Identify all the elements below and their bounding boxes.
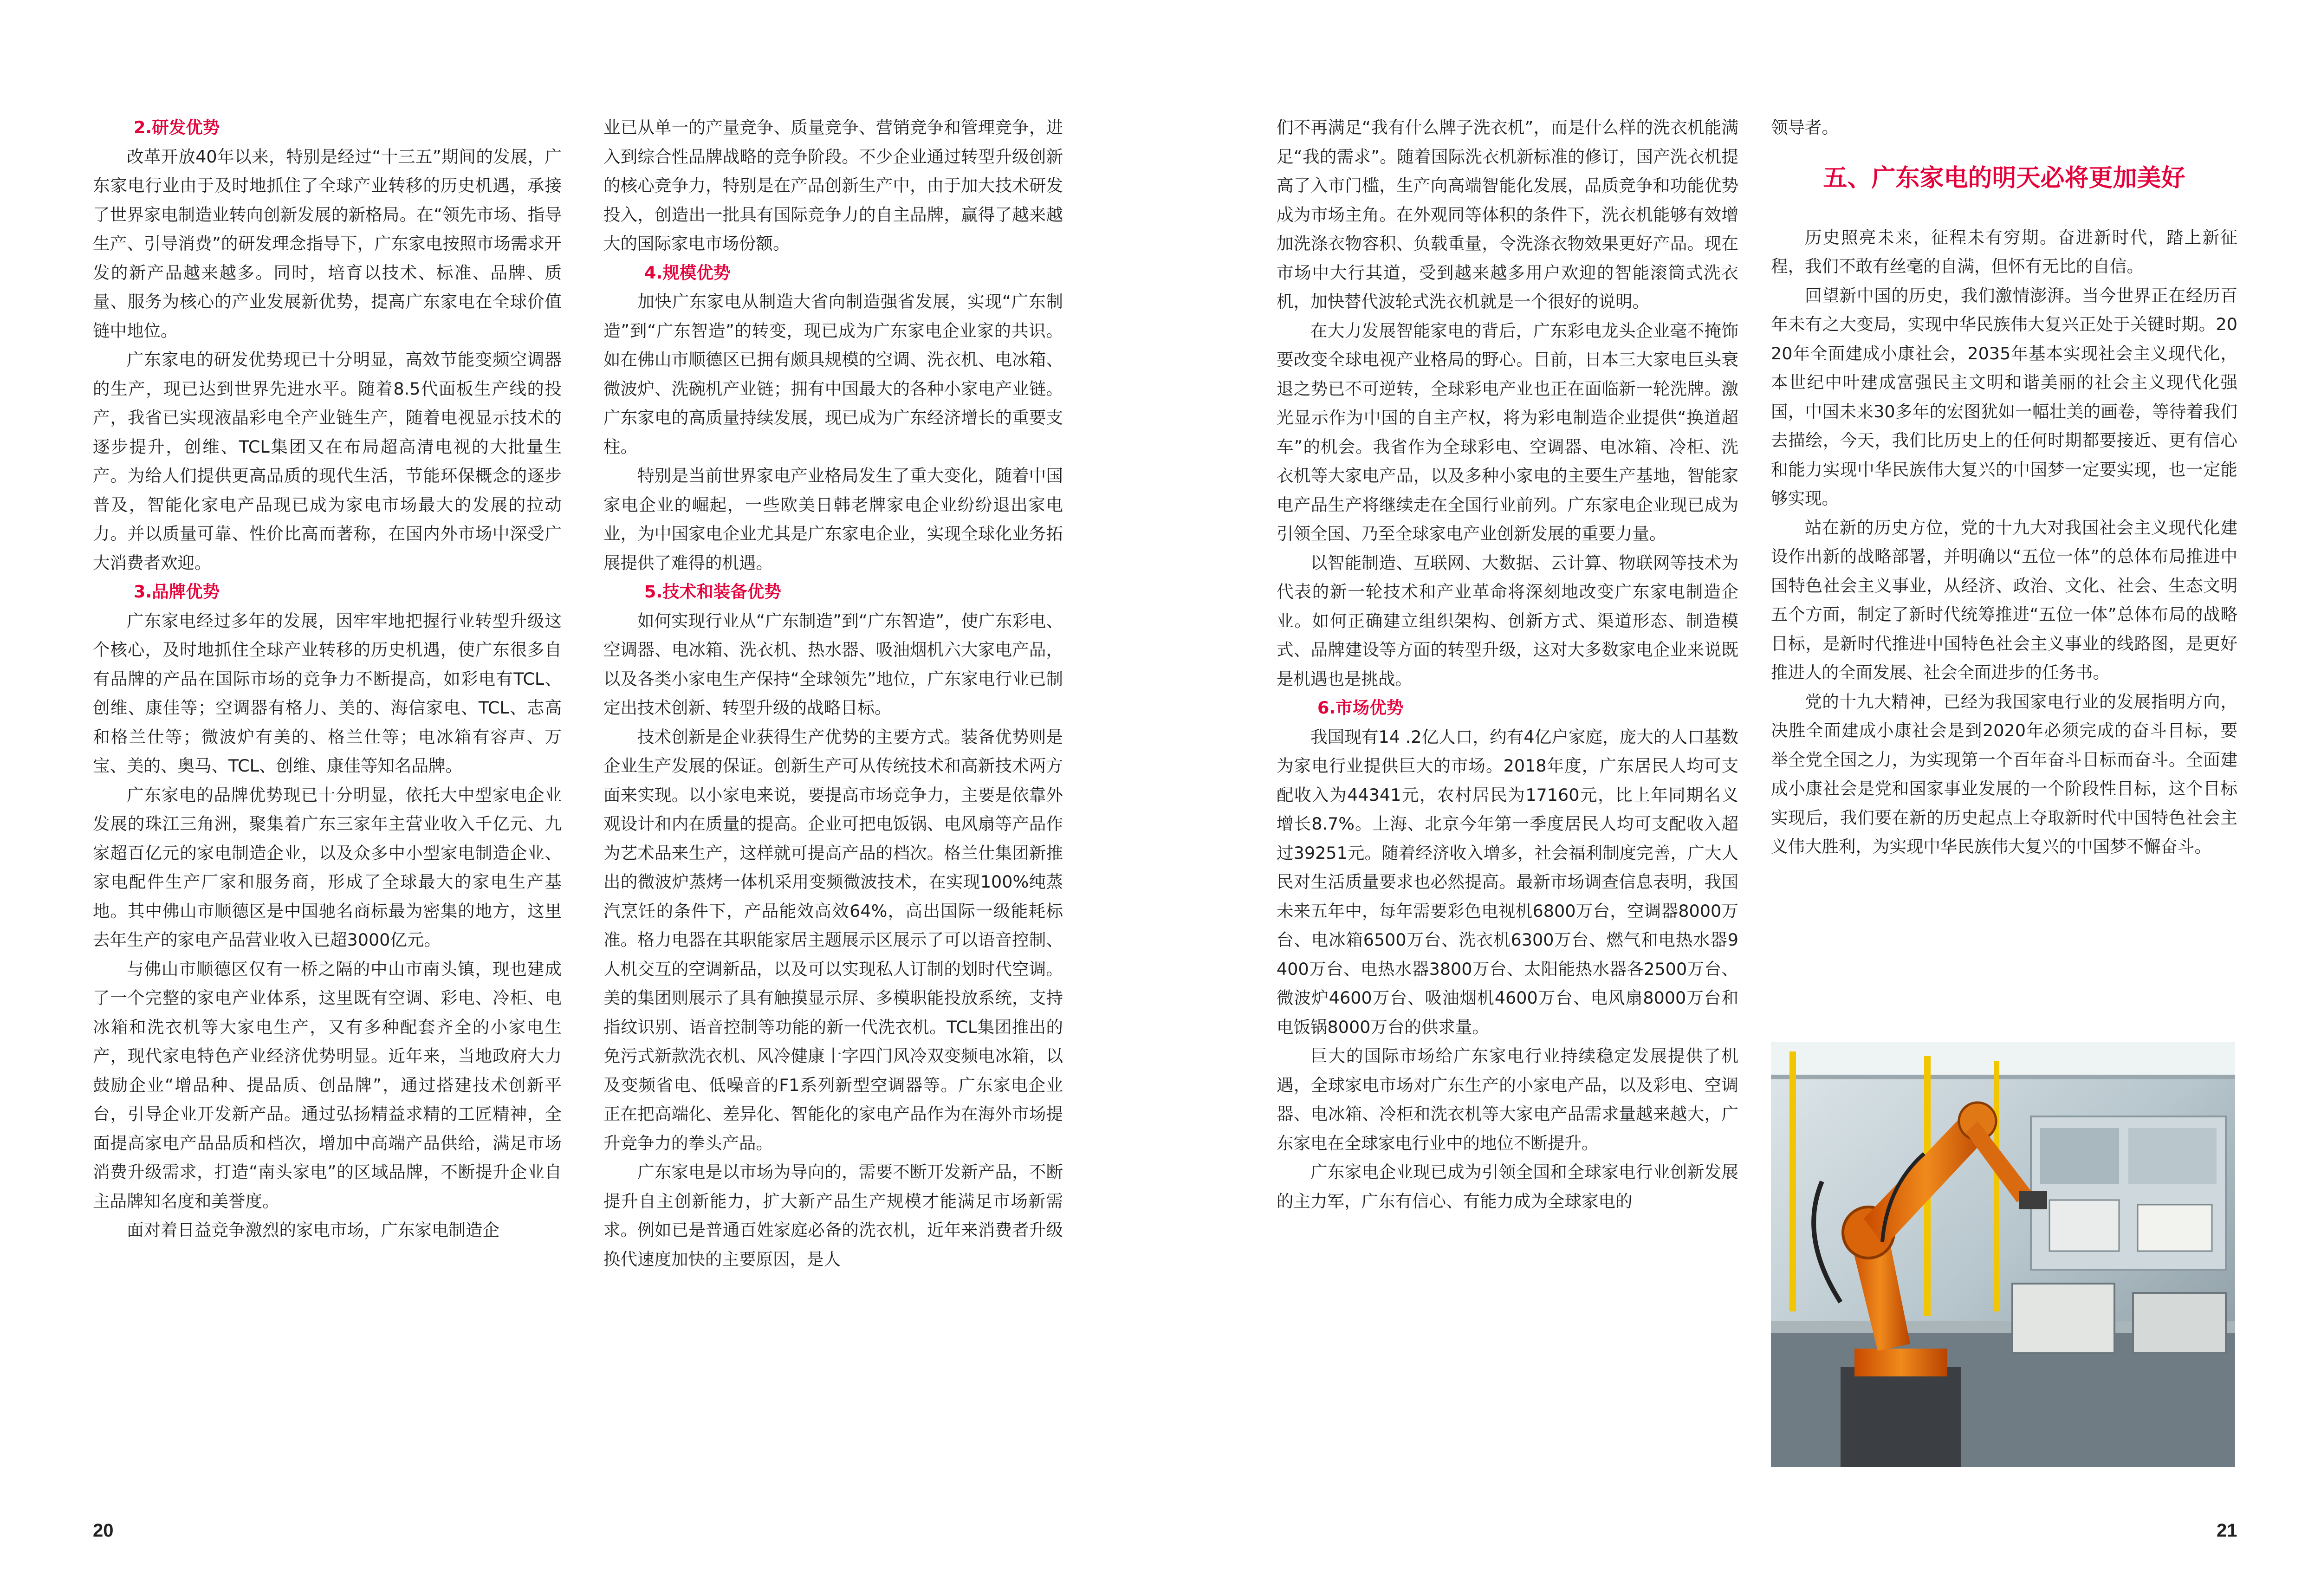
body-paragraph: 如何实现行业从“广东制造”到“广东智造”，使广东彩电、空调器、电冰箱、洗衣机、热水器、吸油烟机六大家电产品，以及各类小家电生产保持“全球领先”地位，广东家电行业已制定出技术创新、转型升级的战略目标。 — [603, 610, 1063, 718]
body-paragraph: 以智能制造、互联网、大数据、云计算、物联网等技术为代表的新一轮技术和产业革命将深刻地改变广东家电制造企业。如何正确建立组织架构、创新方式、渠道形态、制造模式、品牌建设等方面的转型升级，这对大多数家电企业来说既是机遇也是挑战。 — [1277, 552, 1738, 689]
chapter-title: 五、广东家电的明天必将更加美好 — [1823, 164, 2185, 192]
body-paragraph: 加快广东家电从制造大省向制造强省发展，实现“广东制造”到“广东智造”的转变，现已成为广东家电企业家的共识。如在佛山市顺德区已拥有颇具规模的空调、洗衣机、电冰箱、微波炉、洗碗机产业链；拥有中国最大的各种小家电产业链。广东家电的高质量持续发展，现已成为广东经济增长的重要支柱。 — [603, 292, 1063, 457]
body-paragraph: 党的十九大精神，已经为我国家电行业的发展指明方向，决胜全面建成小康社会是到2020年必须完成的奋斗目标，要举全党全国之力，为实现第一个百年奋斗目标而奋斗。全面建成小康社会是党和国家事业发展的一个阶段性目标，这个目标实现后，我们要在新的历史起点上夺取新时代中国特色社会主义伟大胜利，为实现中华民族伟大复兴的中国梦不懈奋斗。 — [1771, 691, 2237, 856]
body-paragraph: 业已从单一的产量竞争、质量竞争、营销竞争和管理竞争，进入到综合性品牌战略的竞争阶段。不少企业通过转型升级创新的核心竞争力，特别是在产品创新生产中，由于加大技术研发投入，创造出一批具有国际竞争力的自主品牌，赢得了越来越大的国际家电市场份额。 — [603, 117, 1063, 253]
left-page-column-1 — [93, 113, 562, 1487]
factory-robot-arm-photo — [1771, 1042, 2235, 1467]
body-paragraph: 广东家电企业现已成为引领全国和全球家电行业创新发展的主力军，广东有信心、有能力成为全球家电的 — [1277, 1162, 1738, 1211]
body-paragraph: 们不再满足“我有什么牌子洗衣机”，而是什么样的洗衣机能满足“我的需求”。随着国际洗衣机新标准的修订，国产洗衣机提高了入市门槛，生产向高端智能化发展，品质竞争和功能优势成为市场主角。在外观同等体积的条件下，洗衣机能够有效增加洗涤衣物容积、负载重量，令洗涤衣物效果更好产品。现在市场中大行其道，受到越来越多用户欢迎的智能滚筒式洗衣机，加快替代波轮式洗衣机就是一个很好的说明。 — [1277, 117, 1738, 311]
body-paragraph: 改革开放40年以来，特别是经过“十三五”期间的发展，广东家电行业由于及时地抓住了全球产业转移的历史机遇，承接了世界家电制造业转向创新发展的新格局。在“领先市场、指导生产、引导消费”的研发理念指导下，广东家电按照市场需求开发的新产品越来越多。同时，培育以技术、标准、品牌、质量、服务为核心的产业发展新优势，提高广东家电在全球价值链中地位。 — [93, 146, 562, 341]
page-number-left: 20 — [93, 1520, 114, 1541]
body-paragraph: 与佛山市顺德区仅有一桥之隔的中山市南头镇，现也建成了一个完整的家电产业体系，这里既有空调、彩电、冷柜、电冰箱和洗衣机等大家电生产，又有多种配套齐全的小家电生产，现代家电特色产业经济优势明显。近年来，当地政府大力鼓励企业“增品种、提品质、创品牌”，通过搭建技术创新平台，引导企业开发新产品。通过弘扬精益求精的工匠精神，全面提高家电产品品质和档次，增加中高端产品供给，满足市场消费升级需求，打造“南头家电”的区域品牌，不断提升企业自主品牌知名度和美誉度。 — [93, 959, 562, 1211]
section-heading: 2.研发优势 — [134, 117, 220, 137]
body-paragraph: 历史照亮未来，征程未有穷期。奋进新时代，踏上新征程，我们不敢有丝毫的自满，但怀有无比的自信。 — [1771, 227, 2237, 276]
body-paragraph: 我国现有14 .2亿人口，约有4亿户家庭，庞大的人口基数为家电行业提供巨大的市场。2018年度，广东居民人均可支配收入为44341元，农村居民为17160元，比上年同期名义增长8.7%。上海、北京今年第一季度居民人均可支配收入超过39251元。随着经济收入增多，社会福利制度完善，广大人民对生活质量要求也必然提高。最新市场调查信息表明，我国未来五年中，每年需要彩色电视机6800万台，空调器8000万台、电冰箱6500万台、洗衣机6300万台、燃气和电热水器9400万台、电热水器3800万台、太阳能热水器各2500万台、微波炉4600万台、吸油烟机4600万台、电风扇8000万台和电饭锅8000万台的供求量。 — [1277, 727, 1738, 1037]
body-paragraph: 特别是当前世界家电产业格局发生了重大变化，随着中国家电企业的崛起，一些欧美日韩老牌家电企业纷纷退出家电业，为中国家电企业尤其是广东家电企业，实现全球化业务拓展提供了难得的机遇。 — [603, 466, 1063, 573]
body-paragraph: 巨大的国际市场给广东家电行业持续稳定发展提供了机遇，全球家电市场对广东生产的小家电产品，以及彩电、空调器、电冰箱、冷柜和洗衣机等大家电产品需求量越来越大，广东家电在全球家电行业中的地位不断提升。 — [1277, 1046, 1738, 1153]
body-paragraph: 站在新的历史方位，党的十九大对我国社会主义现代化建设作出新的战略部署，并明确以“五位一体”的总体布局推进中国特色社会主义事业，从经济、政治、文化、社会、生态文明五个方面，制定了新时代统筹推进“五位一体”总体布局的战略目标，是新时代推进中国特色社会主义事业的线路图，是更好推进人的全面发展、社会全面进步的任务书。 — [1771, 517, 2237, 682]
section-heading: 4.规模优势 — [644, 262, 731, 283]
section-heading: 6.市场优势 — [1317, 698, 1404, 718]
left-page-column-2 — [603, 113, 1063, 1487]
right-page-column-1 — [1277, 113, 1738, 1487]
body-paragraph: 技术创新是企业获得生产优势的主要方式。装备优势则是企业生产发展的保证。创新生产可从传统技术和高新技术两方面来实现。以小家电来说，要提高市场竞争力，主要是依靠外观设计和内在质量的提高。企业可把电饭锅、电风扇等产品作为艺术品来生产，这样就可提高产品的档次。格兰仕集团新推出的微波炉蒸烤一体机采用变频微波技术，在实现100%纯蒸汽烹饪的条件下，产品能效高效64%，高出国际一级能耗标准。格力电器在其职能家居主题展示区展示了可以语音控制、人机交互的空调新品，以及可以实现私人订制的划时代空调。美的集团则展示了具有触摸显示屏、多模职能投放系统，支持指纹识别、语音控制等功能的新一代洗衣机。TCL集团推出的免污式新款洗衣机、风冷健康十字四门风冷双变频电冰箱，以及变频省电、低噪音的F1系列新型空调器等。广东家电企业正在把高端化、差异化、智能化的家电产品作为在海外市场提升竞争力的拳头产品。 — [603, 727, 1063, 1153]
section-heading: 3.品牌优势 — [134, 582, 220, 602]
page-number-right: 21 — [2217, 1520, 2237, 1541]
body-paragraph: 领导者。 — [1771, 117, 1839, 137]
body-paragraph: 面对着日益竞争激烈的家电市场，广东家电制造企 — [127, 1220, 499, 1240]
body-paragraph: 广东家电经过多年的发展，因牢牢地把握行业转型升级这个核心，及时地抓住全球产业转移的历史机遇，使广东很多自有品牌的产品在国际市场的竞争力不断提高，如彩电有TCL、创维、康佳等；空调器有格力、美的、海信家电、TCL、志高和格兰仕等；微波炉有美的、格兰仕等；电冰箱有容声、万宝、美的、奥马、TCL、创维、康佳等知名品牌。 — [93, 610, 562, 776]
body-paragraph: 回望新中国的历史，我们激情澎湃。当今世界正在经历百年未有之大变局，实现中华民族伟大复兴正处于关键时期。2020年全面建成小康社会，2035年基本实现社会主义现代化，本世纪中叶建成富强民主文明和谐美丽的社会主义现代化强国，中国未来30多年的宏图犹如一幅壮美的画卷，等待着我们去描绘，今天，我们比历史上的任何时期都要接近、更有信心和能力实现中华民族伟大复兴的中国梦一定要实现，也一定能够实现。 — [1771, 285, 2237, 508]
body-paragraph: 广东家电的研发优势现已十分明显，高效节能变频空调器的生产，现已达到世界先进水平。随着8.5代面板生产线的投产，我省已实现液晶彩电全产业链生产，随着电视显示技术的逐步提升，创维、TCL集团又在布局超高清电视的大批量生产。为给人们提供更高品质的现代生活，节能环保概念的逐步普及，智能化家电产品现已成为家电市场最大的发展的拉动力。并以质量可靠、性价比高而著称，在国内外市场中深受广大消费者欢迎。 — [93, 350, 562, 573]
section-heading: 5.技术和装备优势 — [644, 582, 781, 602]
body-paragraph: 广东家电是以市场为导向的，需要不断开发新产品，不断提升自主创新能力，扩大新产品生产规模才能满足市场新需求。例如已是普通百姓家庭必备的洗衣机，近年来消费者升级换代速度加快的主要原因，是人 — [603, 1162, 1063, 1269]
body-paragraph: 广东家电的品牌优势现已十分明显，依托大中型家电企业发展的珠江三角洲，聚集着广东三家年主营业收入千亿元、九家超百亿元的家电制造企业，以及众多中小型家电制造企业、家电配件生产厂家和服务商，形成了全球最大的家电生产基地。其中佛山市顺德区是中国驰名商标最为密集的地方，这里去年生产的家电产品营业收入已超3000亿元。 — [93, 785, 562, 950]
body-paragraph: 在大力发展智能家电的背后，广东彩电龙头企业毫不掩饰要改变全球电视产业格局的野心。目前，日本三大家电巨头衰退之势已不可逆转，全球彩电产业也正在面临新一轮洗牌。激光显示作为中国的自主产权，将为彩电制造企业提供“换道超车”的机会。我省作为全球彩电、空调器、电冰箱、冷柜、洗衣机等大家电产品，以及多种小家电的主要生产基地，智能家电产品生产将继续走在全国行业前列。广东家电企业现已成为引领全国、乃至全球家电产业创新发展的重要力量。 — [1277, 320, 1738, 544]
